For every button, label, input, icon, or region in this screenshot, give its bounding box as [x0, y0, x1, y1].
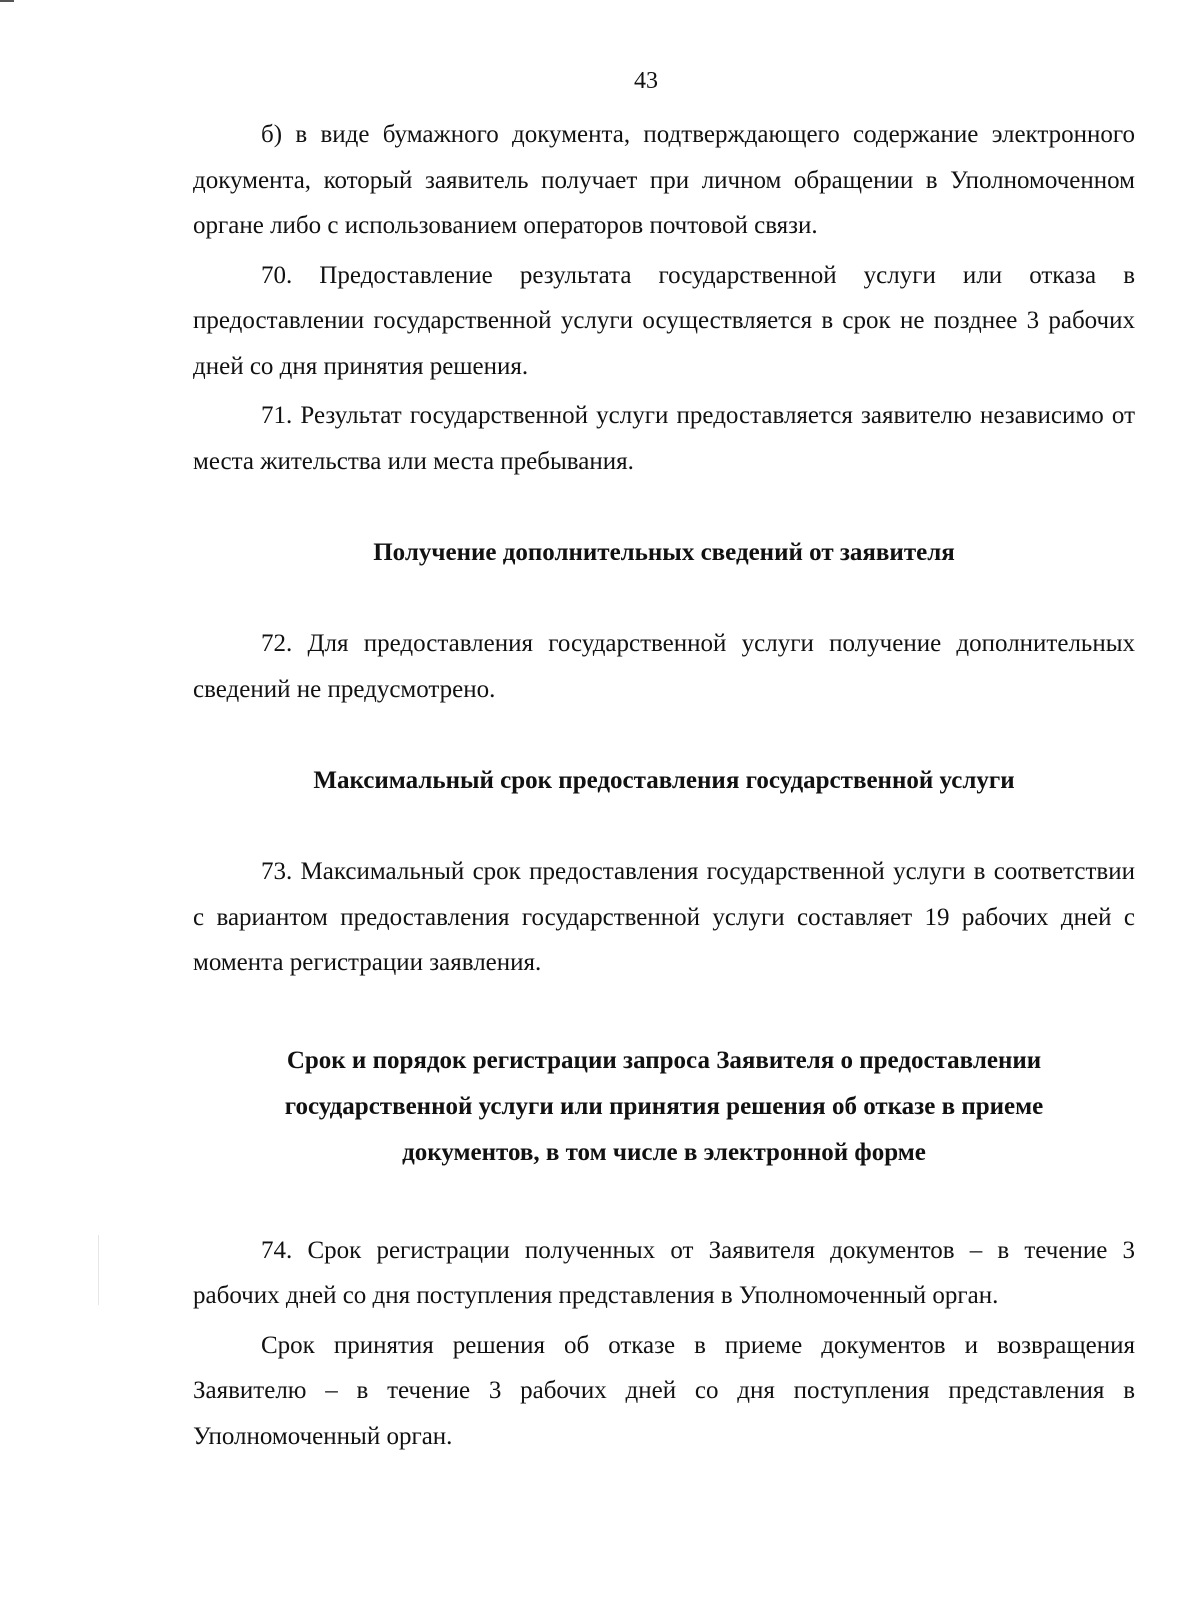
paragraph-70: 70. Предоставление результата государственной услуги или отказа в предоставлении государственной услуги осуществляется в срок не позднее 3 рабочих дней со дня принятия решения. — [193, 261, 1135, 380]
document-body — [193, 112, 1135, 1459]
paragraph-71: 71. Результат государственной услуги предоставляется заявителю независимо от места жительства или места пребывания. — [193, 402, 1135, 475]
heading-additional-info: Получение дополнительных сведений от заявителя — [373, 539, 955, 566]
paragraph-74: 74. Срок регистрации полученных от Заявителя документов – в течение 3 рабочих дней со дня поступления представления в Уполномоченный орган. — [193, 1236, 1135, 1309]
heading-max-term: Максимальный срок предоставления государственной услуги — [313, 767, 1015, 794]
scan-artifact-mark — [0, 0, 14, 2]
heading-registration-line-3: документов, в том числе в электронной форме — [402, 1138, 926, 1166]
heading-registration-line-1: Срок и порядок регистрации запроса Заявителя о предоставлении — [286, 1046, 1042, 1074]
heading-registration-line-2: государственной услуги или принятия решения об отказе в приеме — [284, 1092, 1044, 1120]
paragraph-73: 73. Максимальный срок предоставления государственной услуги в соответствии с вариантом предоставления государственной услуги составляет 19 рабочих дней с момента регистрации заявления. — [193, 858, 1135, 976]
heading-registration — [193, 1038, 1135, 1176]
page-number: 43 — [634, 68, 658, 94]
paragraph-74-continued: Срок принятия решения об отказе в приеме документов и возвращения Заявителю – в течение 3 рабочих дней со дня поступления представления в Уполномоченный орган. — [193, 1331, 1135, 1450]
paragraph-b: б) в виде бумажного документа, подтверждающего содержание электронного документа, который заявитель получает при личном обращении в Уполномоченном органе либо с использованием операторов почтовой связи. — [193, 121, 1135, 239]
paragraph-72: 72. Для предоставления государственной услуги получение дополнительных сведений не предусмотрено. — [193, 630, 1135, 703]
scan-artifact-line — [98, 1235, 99, 1305]
